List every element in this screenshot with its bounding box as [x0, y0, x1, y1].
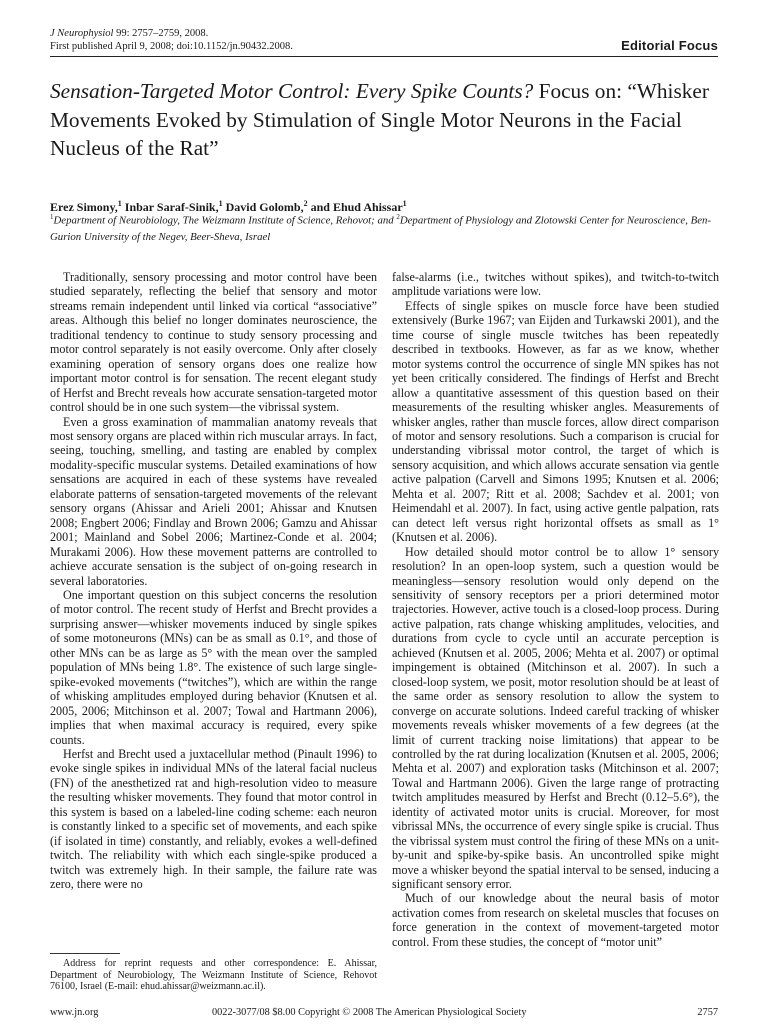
section-label: Editorial Focus — [621, 38, 718, 53]
paragraph: false-alarms (i.e., twitches without spikes), and twitch-to-twitch amplitude variations were low. — [392, 270, 719, 299]
header-rule — [50, 56, 718, 57]
journal-url: www.jn.org — [50, 1007, 99, 1018]
correspondence-footnote — [50, 958, 377, 993]
footnote-text: Address for reprint requests and other correspondence: E. Ahissar, Department of Neurobiology, The Weizmann Institute of Science, Rehovot 76100, Israel (E-mail: ehud.ahissar@weizmann.ac.il). — [50, 958, 377, 993]
copyright-line: 0022-3077/08 $8.00 Copyright © 2008 The American Physiological Society — [212, 1007, 527, 1018]
journal-name: J Neurophysiol — [50, 28, 114, 39]
publication-info: First published April 9, 2008; doi:10.1152/jn.90432.2008. — [50, 41, 293, 52]
affil-text: Department of Neurobiology, The Weizmann Institute of Science, Rehovot; and — [53, 214, 397, 227]
author-affil-marker: 1 — [117, 199, 122, 208]
author-affil-marker: 1 — [402, 199, 407, 208]
paragraph: How detailed should motor control be to allow 1° sensory resolution? In an open-loop system, such a question would be meaningless—sensory resolution would only depend on the sensitivity of sensory receptors per a priori determined motor trajectories. However, active touch is a closed-loop process. During active palpation, rats change whisking amplitudes, velocities, and durations from cycle to cycle until an accurate perception is achieved (Knutsen et al. 2005, 2006; Mehta et al. 2007) or optimal impingement is obtained (Mitchinson et al. 2007). In such a closed-loop system, we posit, motor resolution should be at least of the same order as sensory resolution to allow the system to converge on accurate solutions. Indeed careful tracking of whisker movements reveals whisker movements of a few degrees (at the limit of current tracking noise limitations) that appear to be controlled by the rat during localization (Knutsen et al. 2005, 2006; Mehta et al. 2007) and exploration tasks (Mitchinson et al. 2007; Towal and Hartmann 2006). Given the large range of protracting twitch amplitudes measured by Herfst and Brecht (0.12–5.6°), the identity of activated motor units is crucial. Moreover, for most vibrissal MNs, the occurrence of every single spike is crucial. Thus the vibrissal system must control the firing of these MNs on a unit-by-unit and spike-by-spike basis. An uncontrolled spike might move a whisker beyond the spatial interval to be sensed, inducing a significant sensory error. — [392, 544, 719, 892]
author-name: Inbar Saraf-Sinik, — [121, 200, 219, 214]
paragraph: Effects of single spikes on muscle force have been studied extensively (Burke 1967; van Eijden and Turkawski 2001), and the time course of single muscle twitches has been repeatedly described in textbooks. However, as far as we know, whether motor systems control the occurrence of single MN spikes has not yet been critically considered. The findings of Herfst and Brecht allow a quantitative assessment of this question based on their measurements of the resulting whisker angles. Measurements of whisker angles, rather than muscle forces, allow direct comparison of motor and sensory resolutions. Such a comparison is crucial for understanding vibrissal motor control, the target of which is sensory acquisition, and which allows accurate sensation via gentle active palpation (Carvell and Simons 1995; Knutsen et al. 2006; Mehta et al. 2007; Ritt et al. 2008; Sachdev et al. 2001; von Heimendahl et al. 2007). In fact, using active gentle palpation, rats can detect left versus right horizontal offsets as small as 1° (Knutsen et al. 2006). — [392, 298, 719, 545]
journal-citation — [50, 27, 293, 40]
body-column-right — [392, 270, 719, 949]
paragraph: Even a gross examination of mammalian anatomy reveals that most sensory organs are placed within rich muscular arrays. In fact, seeing, touching, smelling, and tasting are enabled by complex modality-specific muscular systems. Detailed examinations of how sensations are acquired in each of these systems have revealed elaborate patterns of sensation-targeted movements of the relevant sensory organs (Ahissar and Arieli 2001; Ahissar and Knutsen 2008; Engbert 2006; Findlay and Brown 2006; Gamzu and Ahissar 2001; Mainland and Sobel 2006; Martinez-Conde et al. 2004; Murakami 2006). How these movement patterns are controlled to achieve accurate sensation is the subject of on-going research in several laboratories. — [50, 414, 377, 588]
article-title — [50, 77, 730, 163]
footnote-rule — [50, 953, 120, 954]
body-column-left — [50, 270, 377, 891]
affil-marker: 1 — [50, 213, 54, 221]
affiliations — [50, 209, 730, 245]
title-roman: Focus on: “Whisker Movements Evoked by Stimulation of Single Motor Neurons in the Facial Nucleus of the Rat” — [50, 79, 709, 160]
paragraph: Herfst and Brecht used a juxtacellular method (Pinault 1996) to evoke single spikes in individual MNs of the lateral facial nucleus (FN) of the anesthetized rat and high-resolution video to measure the resulting whisker movements. They found that motor control in this system is based on a labeled-line coding scheme: each neuron is constantly linked to a specific set of movements, and each spike (if isolated in time) constantly, and reliably, evokes a well-defined twitch. The reliability with which each single-spike produced a twitch was extremely high. In their sample, the failure rate was zero, there were no — [50, 746, 377, 892]
author-name: Erez Simony, — [50, 200, 118, 214]
page-number: 2757 — [697, 1007, 718, 1018]
affil-text: Department of Physiology and Zlotowski Center for Neuroscience, Ben-Gurion University of the Negev, Beer-Sheva, Israel — [50, 214, 712, 243]
paragraph: Much of our knowledge about the neural basis of motor activation comes from research on skeletal muscles that focuses on force generation in the context of movement-targeted motor control. From these studies, the concept of “motor unit” — [392, 891, 719, 949]
author-name: David Golomb, — [222, 200, 304, 214]
citation-volume: 99: 2757–2759, 2008. — [113, 28, 209, 39]
author-name: and Ehud Ahissar — [307, 200, 403, 214]
running-header — [50, 27, 293, 53]
affil-marker: 2 — [396, 213, 400, 221]
title-italic: Sensation-Targeted Motor Control: Every Spike Counts? — [50, 79, 534, 103]
paragraph: One important question on this subject concerns the resolution of motor control. The recent study of Herfst and Brecht provides a surprising answer—whisker movements induced by single spikes of some motoneurons (MNs) can be as small as 0.1°, and those of other MNs can be as large as 5° with the mean over the sampled population of MNs being 1.8°. The existence of such large single-spike-evoked movements (“twitches”), which are within the range of whisking amplitudes employed during behavior (Knutsen et al. 2005, 2006; Mitchinson et al. 2007; Towal and Hartmann 2006), implies that when maximal accuracy is required, every spike counts. — [50, 587, 377, 747]
author-affil-marker: 1 — [218, 199, 223, 208]
paragraph: Traditionally, sensory processing and motor control have been studied separately, reflecting the belief that sensory and motor streams remain independent until linked via cortical “associative” areas. Although this belief no longer dominates neuroscience, the traditional tendency to continue to study sensory processing and motor control separately is not easily overcome. Only after closely examining operation of sensory organs does one realize how important motor control is for sensation. The recent elegant study of Herfst and Brecht reveals how accurate sensation-targeted motor control should be in one such system—the vibrissal system. — [50, 270, 377, 415]
author-affil-marker: 2 — [303, 199, 308, 208]
